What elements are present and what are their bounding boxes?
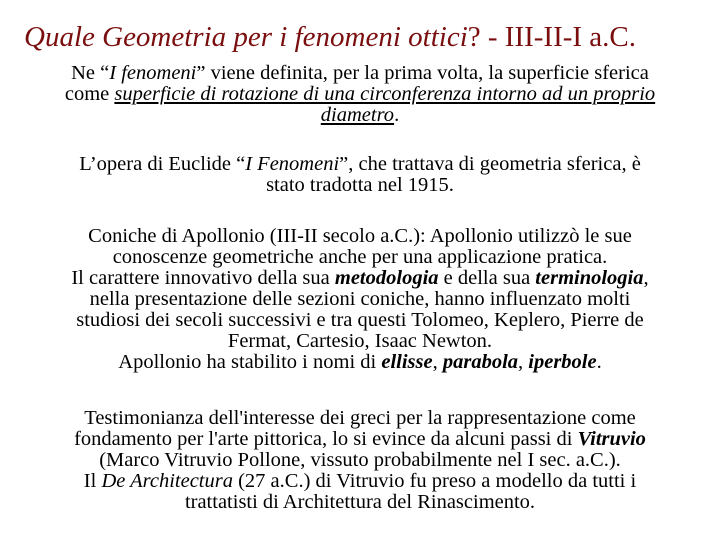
slide-title [24,20,714,54]
paragraph-apollonio [0,226,720,373]
text-line: trattatisti di Architettura del Rinascimento. [184,491,536,513]
paragraph-euclide [0,154,720,196]
text-line: come superficie di rotazione di una circonferenza intorno ad un proprio [64,83,656,105]
text-line: Il carattere innovativo della sua metodologia e della sua terminologia, [71,267,649,289]
text-line: Testimonianza dell'interesse dei greci per la rappresentazione come [84,407,636,429]
text-line: diametro. [320,104,400,126]
title-rest: ? - III-II-I a.C. [467,21,637,53]
text-line: stato tradotta nel 1915. [266,174,454,196]
text-line: nella presentazione delle sezioni coniche, hanno influenzato molti [89,288,631,310]
paragraph-fenomeni [0,63,720,126]
text-line: conoscenze geometriche anche per una applicazione pratica. [112,246,608,268]
paragraph-vitruvio [0,408,720,513]
text-line: Coniche di Apollonio (III-II secolo a.C.): Apollonio utilizzò le sue [88,225,632,247]
text-line: fondamento per l'arte pittorica, lo si evince da alcuni passi di Vitruvio [74,428,646,450]
text-line: L’opera di Euclide “I Fenomeni”, che trattava di geometria sferica, è [79,153,641,175]
title-main: Quale Geometria per i fenomeni ottici [24,21,468,53]
text-line: Fermat, Cartesio, Isaac Newton. [227,330,493,352]
text-line: studiosi dei secoli successivi e tra questi Tolomeo, Keplero, Pierre de [76,309,644,331]
text-line: Il De Architectura (27 a.C.) di Vitruvio fu preso a modello da tutti i [83,470,637,492]
text-line: (Marco Vitruvio Pollone, vissuto probabilmente nel I sec. a.C.). [99,449,621,471]
text-line: Apollonio ha stabilito i nomi di ellisse, parabola, iperbole. [118,351,602,373]
text-line: Ne “I fenomeni” viene definita, per la prima volta, la superficie sferica [71,62,649,84]
